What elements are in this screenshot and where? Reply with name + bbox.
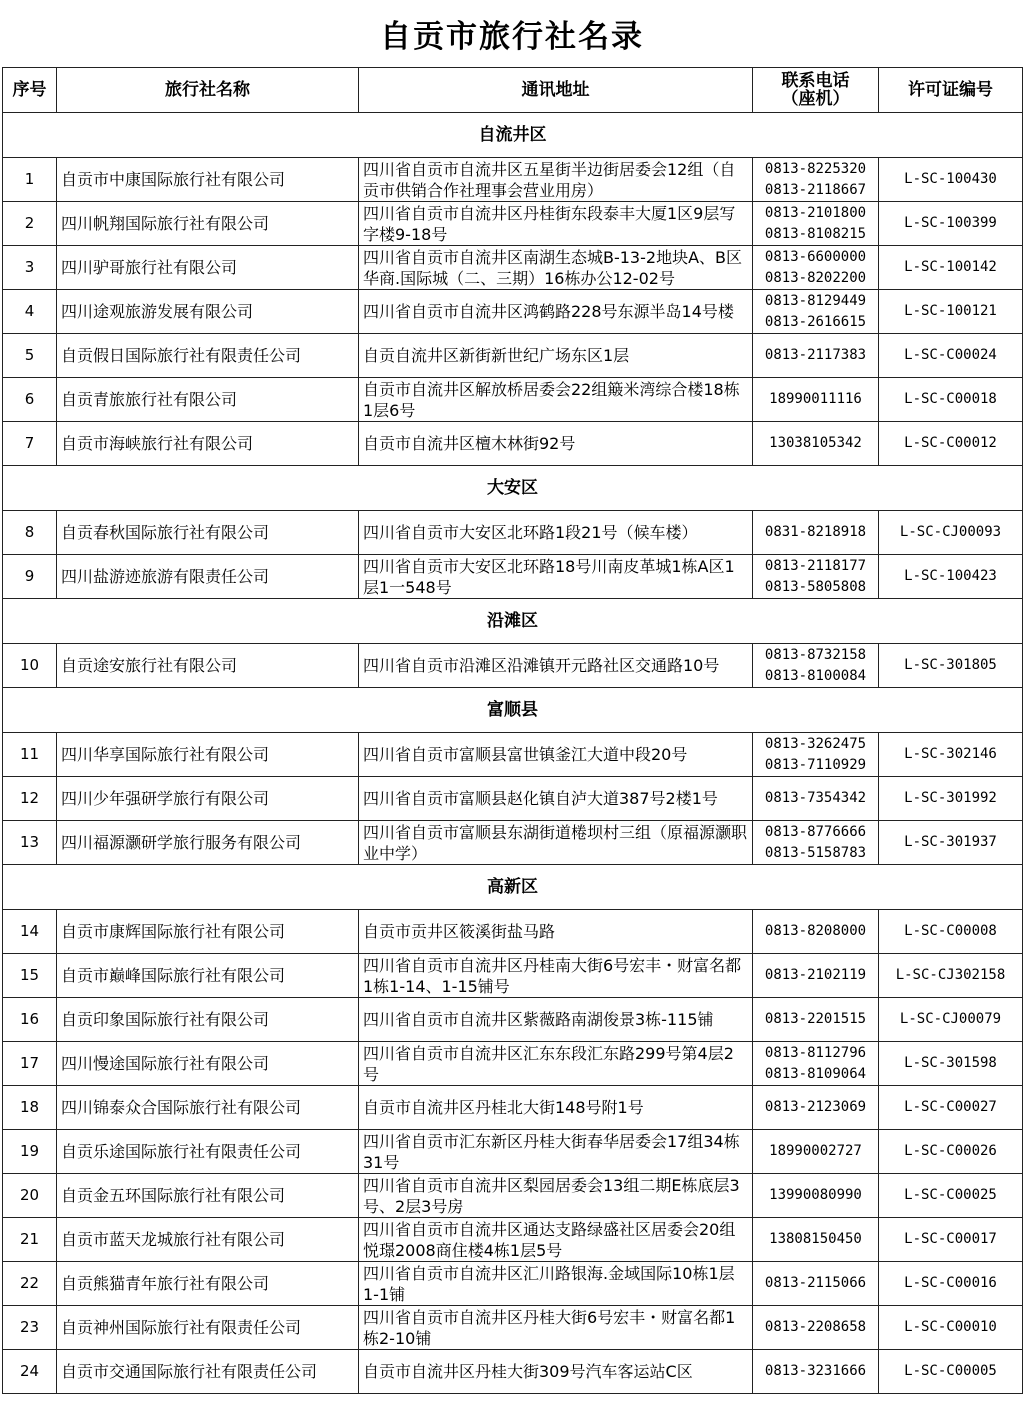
- agency-address: 四川省自贡市大安区北环路1段21号（候车楼）: [359, 511, 753, 555]
- agency-address: 自贡市自流井区丹桂大街309号汽车客运站C区: [359, 1350, 753, 1394]
- table-row: [3, 733, 1023, 777]
- agency-name: 自贡途安旅行社有限公司: [57, 644, 359, 688]
- table-header-row: [3, 68, 1023, 113]
- table-row: [3, 511, 1023, 555]
- phone-number: 0813-8112796: [764, 1044, 867, 1061]
- phone-number: 13990080990: [769, 1187, 862, 1203]
- agency-address: 四川省自贡市自流井区丹桂南大街6号宏丰・财富名都1栋1-14、1-15铺号: [359, 954, 753, 998]
- table-row: [3, 246, 1023, 290]
- table-row: [3, 202, 1023, 246]
- agency-phone: [753, 910, 879, 954]
- phone-number: 0813-2118177: [764, 557, 867, 574]
- row-number: 5: [3, 334, 57, 378]
- table-row: [3, 998, 1023, 1042]
- agency-phone: [753, 158, 879, 202]
- phone-number: 18990002727: [769, 1143, 862, 1159]
- table-row: [3, 1350, 1023, 1394]
- agency-address: 四川省自贡市自流井区紫薇路南湖俊景3栋-115铺: [359, 998, 753, 1042]
- agency-address: 自贡市贡井区筱溪街盐马路: [359, 910, 753, 954]
- agency-phone: [753, 1086, 879, 1130]
- column-header-no: 序号: [3, 68, 57, 113]
- district-row: [3, 599, 1023, 644]
- table-row: [3, 555, 1023, 599]
- table-row: [3, 422, 1023, 466]
- license-number: L-SC-C00010: [879, 1306, 1023, 1350]
- agency-phone: [753, 555, 879, 599]
- agency-name: 自贡青旅旅行社有限公司: [57, 378, 359, 422]
- table-row: [3, 644, 1023, 688]
- phone-number: 0813-8202200: [764, 269, 867, 286]
- license-number: L-SC-100430: [879, 158, 1023, 202]
- row-number: 22: [3, 1262, 57, 1306]
- agency-phone: [753, 1262, 879, 1306]
- row-number: 2: [3, 202, 57, 246]
- agency-phone: [753, 511, 879, 555]
- phone-number: 0813-8225320: [764, 160, 867, 177]
- agency-table: [2, 67, 1023, 1394]
- district-row: [3, 865, 1023, 910]
- row-number: 9: [3, 555, 57, 599]
- table-row: [3, 1174, 1023, 1218]
- agency-name: 自贡市蓝天龙城旅行社有限公司: [57, 1218, 359, 1262]
- agency-address: 四川省自贡市沿滩区沿滩镇开元路社区交通路10号: [359, 644, 753, 688]
- phone-number: 18990011116: [769, 391, 862, 407]
- agency-phone: [753, 954, 879, 998]
- phone-number: 0813-8732158: [764, 646, 867, 663]
- agency-address: 自贡市自流井区解放桥居委会22组簸米湾综合楼18栋1层6号: [359, 378, 753, 422]
- column-header-name: 旅行社名称: [57, 68, 359, 113]
- license-number: L-SC-C00016: [879, 1262, 1023, 1306]
- table-row: [3, 334, 1023, 378]
- agency-address: 四川省自贡市自流井区丹桂大街6号宏丰・财富名都1栋2-10铺: [359, 1306, 753, 1350]
- row-number: 14: [3, 910, 57, 954]
- row-number: 16: [3, 998, 57, 1042]
- table-row: [3, 954, 1023, 998]
- agency-phone: [753, 644, 879, 688]
- agency-address: 四川省自贡市自流井区丹桂街东段泰丰大厦1区9层写字楼9-18号: [359, 202, 753, 246]
- agency-phone: [753, 334, 879, 378]
- phone-number: 0813-7110929: [764, 756, 867, 773]
- agency-name: 自贡神州国际旅行社有限责任公司: [57, 1306, 359, 1350]
- agency-name: 四川盐游迹旅游有限责任公司: [57, 555, 359, 599]
- phone-number: 0813-7354342: [764, 790, 867, 806]
- agency-phone: [753, 777, 879, 821]
- row-number: 24: [3, 1350, 57, 1394]
- license-number: L-SC-301992: [879, 777, 1023, 821]
- agency-phone: [753, 1130, 879, 1174]
- agency-phone: [753, 1218, 879, 1262]
- row-number: 11: [3, 733, 57, 777]
- license-number: L-SC-CJ302158: [879, 954, 1023, 998]
- agency-name: 自贡春秋国际旅行社有限公司: [57, 511, 359, 555]
- agency-name: 四川少年强研学旅行有限公司: [57, 777, 359, 821]
- phone-number: 0813-3231666: [764, 1363, 867, 1379]
- district-row: [3, 688, 1023, 733]
- agency-address: 自贡市自流井区檀木林街92号: [359, 422, 753, 466]
- agency-address: 四川省自贡市汇东新区丹桂大街春华居委会17组34栋31号: [359, 1130, 753, 1174]
- license-number: L-SC-100399: [879, 202, 1023, 246]
- agency-phone: [753, 1306, 879, 1350]
- agency-name: 四川帆翔国际旅行社有限公司: [57, 202, 359, 246]
- table-row: [3, 378, 1023, 422]
- phone-number: 0813-8208000: [764, 923, 867, 939]
- column-header-address: 通讯地址: [359, 68, 753, 113]
- agency-phone: [753, 1042, 879, 1086]
- row-number: 4: [3, 290, 57, 334]
- table-row: [3, 1086, 1023, 1130]
- agency-name: 四川锦泰众合国际旅行社有限公司: [57, 1086, 359, 1130]
- license-number: L-SC-301598: [879, 1042, 1023, 1086]
- license-number: L-SC-C00012: [879, 422, 1023, 466]
- agency-address: 四川省自贡市自流井区通达支路绿盛社区居委会20组悦璟2008商住楼4栋1层5号: [359, 1218, 753, 1262]
- phone-number: 0813-2123069: [764, 1099, 867, 1115]
- license-number: L-SC-301805: [879, 644, 1023, 688]
- table-row: [3, 290, 1023, 334]
- row-number: 13: [3, 821, 57, 865]
- agency-name: 自贡市中康国际旅行社有限公司: [57, 158, 359, 202]
- agency-name: 四川华享国际旅行社有限公司: [57, 733, 359, 777]
- agency-address: 四川省自贡市自流井区汇东东段汇东路299号第4层2号: [359, 1042, 753, 1086]
- table-row: [3, 158, 1023, 202]
- row-number: 7: [3, 422, 57, 466]
- agency-address: 四川省自贡市富顺县赵化镇自泸大道387号2楼1号: [359, 777, 753, 821]
- row-number: 23: [3, 1306, 57, 1350]
- district-heading: 大安区: [3, 466, 1023, 511]
- agency-phone: [753, 998, 879, 1042]
- row-number: 19: [3, 1130, 57, 1174]
- license-number: L-SC-C00017: [879, 1218, 1023, 1262]
- agency-address: 四川省自贡市自流井区鸿鹤路228号东源半岛14号楼: [359, 290, 753, 334]
- license-number: L-SC-100142: [879, 246, 1023, 290]
- agency-name: 自贡市交通国际旅行社有限责任公司: [57, 1350, 359, 1394]
- row-number: 20: [3, 1174, 57, 1218]
- license-number: L-SC-C00025: [879, 1174, 1023, 1218]
- row-number: 6: [3, 378, 57, 422]
- agency-address: 四川省自贡市富顺县东湖街道棬坝村三组（原福源灏职业中学）: [359, 821, 753, 865]
- license-number: L-SC-CJ00079: [879, 998, 1023, 1042]
- agency-address: 自贡自流井区新街新世纪广场东区1层: [359, 334, 753, 378]
- agency-name: 自贡印象国际旅行社有限公司: [57, 998, 359, 1042]
- row-number: 12: [3, 777, 57, 821]
- agency-phone: [753, 378, 879, 422]
- license-number: L-SC-CJ00093: [879, 511, 1023, 555]
- agency-name: 自贡市海峡旅行社有限公司: [57, 422, 359, 466]
- agency-phone: [753, 246, 879, 290]
- agency-address: 自贡市自流井区丹桂北大街148号附1号: [359, 1086, 753, 1130]
- table-row: [3, 1218, 1023, 1262]
- agency-name: 四川驴哥旅行社有限公司: [57, 246, 359, 290]
- district-heading: 自流井区: [3, 113, 1023, 158]
- agency-name: 自贡市康辉国际旅行社有限公司: [57, 910, 359, 954]
- row-number: 3: [3, 246, 57, 290]
- table-row: [3, 1130, 1023, 1174]
- phone-number: 0813-8108215: [764, 225, 867, 242]
- agency-phone: [753, 1350, 879, 1394]
- agency-phone: [753, 422, 879, 466]
- phone-number: 0813-3262475: [764, 735, 867, 752]
- license-number: L-SC-C00005: [879, 1350, 1023, 1394]
- district-heading: 富顺县: [3, 688, 1023, 733]
- agency-name: 四川途观旅游发展有限公司: [57, 290, 359, 334]
- row-number: 8: [3, 511, 57, 555]
- agency-name: 自贡熊猫青年旅行社有限公司: [57, 1262, 359, 1306]
- district-heading: 沿滩区: [3, 599, 1023, 644]
- phone-number: 0813-8100084: [764, 667, 867, 684]
- table-row: [3, 1042, 1023, 1086]
- agency-name: 自贡市巅峰国际旅行社有限公司: [57, 954, 359, 998]
- table-row: [3, 910, 1023, 954]
- agency-address: 四川省自贡市自流井区南湖生态城B-13-2地块A、B区华商.国际城（二、三期）16栋办公12-02号: [359, 246, 753, 290]
- license-number: L-SC-302146: [879, 733, 1023, 777]
- phone-number: 13038105342: [769, 435, 862, 451]
- table-row: [3, 777, 1023, 821]
- district-row: [3, 113, 1023, 158]
- license-number: L-SC-C00024: [879, 334, 1023, 378]
- phone-number: 0813-2101800: [764, 204, 867, 221]
- district-heading: 高新区: [3, 865, 1023, 910]
- phone-number: 0813-5805808: [764, 578, 867, 595]
- agency-phone: [753, 733, 879, 777]
- agency-address: 四川省自贡市大安区北环路18号川南皮革城1栋A区1层1一548号: [359, 555, 753, 599]
- row-number: 18: [3, 1086, 57, 1130]
- agency-address: 四川省自贡市自流井区汇川路银海.金域国际10栋1层1-1铺: [359, 1262, 753, 1306]
- table-row: [3, 1306, 1023, 1350]
- district-row: [3, 466, 1023, 511]
- table-row: [3, 1262, 1023, 1306]
- license-number: L-SC-100423: [879, 555, 1023, 599]
- agency-name: 自贡金五环国际旅行社有限公司: [57, 1174, 359, 1218]
- agency-phone: [753, 290, 879, 334]
- table-row: [3, 821, 1023, 865]
- phone-number: 0831-8218918: [764, 524, 867, 540]
- phone-number: 0813-2208658: [764, 1319, 867, 1335]
- phone-number: 0813-5158783: [764, 844, 867, 861]
- row-number: 21: [3, 1218, 57, 1262]
- agency-name: 自贡乐途国际旅行社有限责任公司: [57, 1130, 359, 1174]
- row-number: 10: [3, 644, 57, 688]
- phone-number: 0813-2117383: [764, 347, 867, 363]
- phone-number: 0813-2102119: [764, 967, 867, 983]
- phone-number: 0813-2616615: [764, 313, 867, 330]
- table-body: [3, 113, 1023, 1394]
- license-number: L-SC-C00008: [879, 910, 1023, 954]
- license-number: L-SC-C00027: [879, 1086, 1023, 1130]
- row-number: 15: [3, 954, 57, 998]
- phone-number: 13808150450: [769, 1231, 862, 1247]
- license-number: L-SC-301937: [879, 821, 1023, 865]
- agency-phone: [753, 821, 879, 865]
- agency-name: 四川福源灏研学旅行服务有限公司: [57, 821, 359, 865]
- agency-name: 四川慢途国际旅行社有限公司: [57, 1042, 359, 1086]
- phone-number: 0813-2118667: [764, 181, 867, 198]
- phone-number: 0813-2115066: [764, 1275, 867, 1291]
- license-number: L-SC-C00018: [879, 378, 1023, 422]
- phone-number: 0813-8109064: [764, 1065, 867, 1082]
- agency-name: 自贡假日国际旅行社有限责任公司: [57, 334, 359, 378]
- agency-address: 四川省自贡市富顺县富世镇釜江大道中段20号: [359, 733, 753, 777]
- license-number: L-SC-C00026: [879, 1130, 1023, 1174]
- agency-phone: [753, 1174, 879, 1218]
- agency-address: 四川省自贡市自流井区五星街半边街居委会12组（自贡市供销合作社理事会营业用房）: [359, 158, 753, 202]
- agency-address: 四川省自贡市自流井区梨园居委会13组二期E栋底层3号、2层3号房: [359, 1174, 753, 1218]
- row-number: 1: [3, 158, 57, 202]
- phone-number: 0813-6600000: [764, 248, 867, 265]
- license-number: L-SC-100121: [879, 290, 1023, 334]
- column-header-phone: 联系电话 （座机）: [753, 68, 879, 113]
- agency-phone: [753, 202, 879, 246]
- phone-number: 0813-8776666: [764, 823, 867, 840]
- column-header-license: 许可证编号: [879, 68, 1023, 113]
- page-title: 自贡市旅行社名录: [380, 18, 644, 55]
- row-number: 17: [3, 1042, 57, 1086]
- phone-number: 0813-8129449: [764, 292, 867, 309]
- phone-number: 0813-2201515: [764, 1011, 867, 1027]
